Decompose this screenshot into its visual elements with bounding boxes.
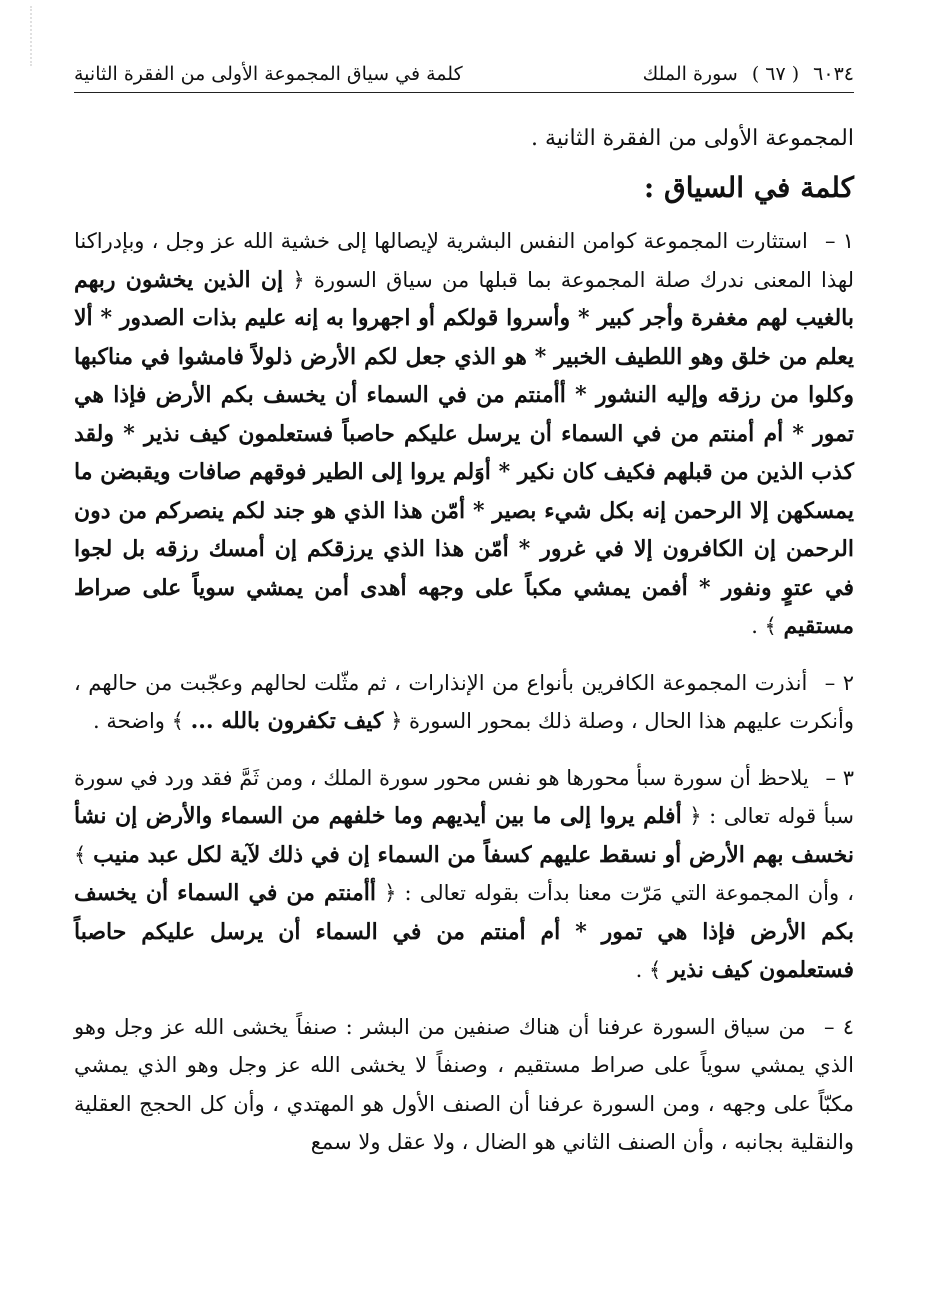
paragraph-number: ٢ – bbox=[824, 670, 854, 695]
paragraph-text: أنذرت المجموعة الكافرين بأنواع من الإنذارات ، ثم مثّلت لحالهم وعجّبت من حالهم ، وأنكرت عليهم هذا الحال ، وصلة ذلك بمحور السورة ﴿ bbox=[74, 670, 854, 733]
paragraph-text: من سياق السورة عرفنا أن هناك صنفين من البشر : صنفاً يخشى الله عز وجل وهو الذي يمشي سوياً على صراط مستقيم ، وصنفاً لا يخشى الله عز وجل وهو الذي يمشي مكبّاً على وجهه ، ومن السورة عرفنا أن الصنف الأول هو المهتدي ، وأن كل الحجج العقلية والنقلية بجانبه ، وأن الصنف الثاني هو الضال ، ولا عقل ولا سمع bbox=[74, 1014, 854, 1154]
paragraph-3 bbox=[74, 759, 854, 990]
page-header bbox=[74, 56, 854, 93]
quran-quote: كيف تكفرون بالله ... bbox=[190, 708, 384, 734]
paragraph-1 bbox=[74, 222, 854, 646]
quran-quote: أفلم يروا إلى ما بين أيديهم وما خلفهم من السماء والأرض إن نشأ نخسف بهم الأرض أو نسقط عليهم كسفاً من السماء إن في ذلك لآية لكل عبد منيب bbox=[74, 803, 855, 868]
paragraph-2 bbox=[74, 664, 854, 741]
section-heading: كلمة في السياق : bbox=[643, 171, 854, 204]
paragraph-text: ﴾ . bbox=[751, 614, 777, 638]
quran-quote: أأمنتم من في السماء أن يخسف بكم الأرض فإذا هي تمور * أم أمنتم من في السماء أن يرسل عليكم حاصباً فستعلمون كيف نذير bbox=[74, 880, 854, 983]
surah-number: ( ٦٧ ) bbox=[751, 63, 800, 85]
paragraph-text: ﴾ . bbox=[635, 958, 662, 982]
scan-margin-mark bbox=[30, 6, 48, 66]
surah-name: سورة الملك bbox=[642, 63, 738, 85]
page-number: ٦٠٣٤ bbox=[813, 63, 854, 85]
paragraph-4 bbox=[74, 1008, 854, 1162]
paragraph-text: ﴾ ، وأن المجموعة التي مَرّت معنا بدأت بقوله تعالى : ﴿ bbox=[74, 842, 855, 905]
page-body bbox=[74, 120, 854, 1180]
intro-line: المجموعة الأولى من الفقرة الثانية . bbox=[530, 126, 854, 151]
header-page-info bbox=[643, 63, 854, 85]
paragraph-text: ﴾ واضحة . bbox=[92, 709, 184, 733]
paragraph-number: ٤ – bbox=[824, 1014, 854, 1039]
paragraph-text: استثارت المجموعة كوامن النفس البشرية لإيصالها إلى خشية الله عز وجل ، وبإدراكنا لهذا المعنى ندرك صلة المجموعة بما قبلها من سياق السورة ﴿ bbox=[74, 229, 854, 292]
section-title: كلمة في سياق المجموعة الأولى من الفقرة الثانية bbox=[74, 63, 463, 85]
paragraph-text: يلاحظ أن سورة سبأ محورها هو نفس محور سورة الملك ، ومن ثَمَّ فقد ورد في سورة سبأ قوله تعالى : ﴿ bbox=[74, 765, 855, 828]
paragraph-number: ١ – bbox=[825, 229, 854, 253]
quran-quote: إن الذين يخشون ربهم بالغيب لهم مغفرة وأجر كبير * وأسروا قولكم أو اجهروا به إنه عليم بذات الصدور * ألا يعلم من خلق وهو اللطيف الخبير * هو الذي جعل لكم الأرض ذلولاً فامشوا في مناكبها وكلوا من رزقه وإليه النشور * أأمنتم من في السماء أن يخسف بكم الأرض فإذا هي تمور * أم أمنتم من في السماء أن يرسل عليكم حاصباً فستعلمون كيف نذير * ولقد كذب الذين من قبلهم فكيف كان نكير * أوَلم يروا إلى الطير فوقهم صافات ويقبضن ما يمسكهن إلا الرحمن إنه بكل شيء بصير * أمّن هذا الذي هو جند لكم ينصركم من دون الرحمن إن الكافرون إلا في غرور * أمّن هذا الذي يرزقكم إن أمسك رزقه بل لجوا في عتوٍ ونفور * أفمن يمشي مكباً على وجهه أهدى أمن يمشي سوياً على صراط مستقيم bbox=[74, 266, 854, 639]
paragraph-number: ٣ – bbox=[825, 765, 854, 790]
